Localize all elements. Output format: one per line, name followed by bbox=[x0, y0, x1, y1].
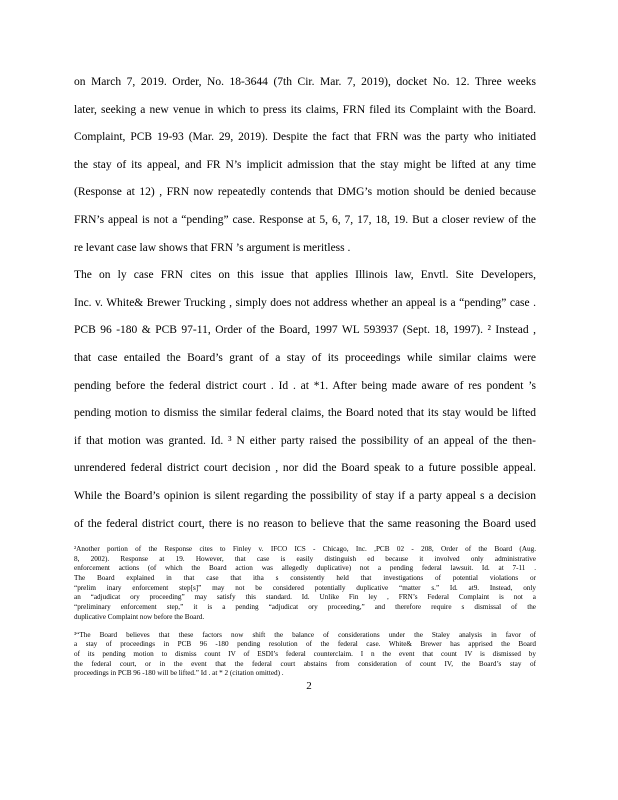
body-line: The on ly case FRN cites on this issue that applies Illinois law, Envtl. Site Developers, bbox=[74, 269, 536, 282]
footnote-line: “preliminary enforcement step,” it is a pending “adjudicat ory proceeding,” and therefore require s dismissal of the bbox=[74, 603, 536, 612]
body-line: re levant case law shows that FRN ’s argument is meritless . bbox=[74, 241, 351, 254]
body-line: on March 7, 2019. Order, No. 18-3644 (7th Cir. Mar. 7, 2019), docket No. 12. Three weeks bbox=[74, 76, 536, 88]
footnotes bbox=[74, 545, 536, 679]
footnote-line: proceedings in PCB 96 -180 will be lifted.” Id . at * 2 (citation omitted) . bbox=[74, 669, 284, 678]
footnote-line: the federal court, or in the event that the federal court abstains from consideration of count IV, the Board’s stay of bbox=[74, 659, 536, 668]
body-line: if that motion was granted. Id. ³ N either party raised the possibility of an appeal of the then- bbox=[74, 434, 536, 447]
body-line: pending before the federal district court . Id . at *1. After being made aware of res pondent ’s bbox=[74, 379, 536, 392]
body-line: (Response at 12) , FRN now repeatedly contends that DMG’s motion should be denied because bbox=[74, 186, 536, 199]
body-line: pending motion to dismiss the similar federal claims, the Board noted that its stay would be lifted bbox=[74, 407, 536, 420]
body-text bbox=[74, 69, 536, 538]
footnote-line: a stay of proceedings in PCB 96 -180 pending resolution of the federal case. White& Brewer has apprised the Board bbox=[74, 640, 536, 649]
body-line: While the Board’s opinion is silent regarding the possibility of stay if a party appeal s a decision bbox=[74, 489, 536, 502]
footnote-line: duplicative Complaint now before the Board. bbox=[74, 612, 205, 621]
footnote-3 bbox=[74, 631, 536, 679]
footnote-line: The Board explained in that case that itha s consistently held that investigations of potential violations or bbox=[74, 574, 536, 583]
body-line: the stay of its appeal, and FR N’s implicit admission that the stay might be lifted at any time bbox=[74, 158, 536, 171]
footnote-line: enforcement actions (of which the Board action was allegedly duplicative) not a pending federal lawsuit. Id. at 7-11 . bbox=[74, 564, 536, 573]
footnote-line: “prelim inary enforcement step[s]” may not be considered potentially duplicative “matter s.” Id. at9. Instead, only bbox=[74, 583, 536, 592]
body-line: of the federal district court, there is no reason to believe that the same reasoning the Board used bbox=[74, 517, 536, 530]
body-line: FRN’s appeal is not a “pending” case. Response at 5, 6, 7, 17, 18, 19. But a closer review of the bbox=[74, 213, 536, 226]
footnote-line: ³“The Board believes that these factors now shift the balance of considerations under the Staley analysis in favor of bbox=[74, 630, 536, 639]
footnote-line: of its pending motion to dismiss count IV of ESDI’s federal counterclaim. I n the event that count IV is dismissed by bbox=[74, 649, 536, 658]
body-line: that case entailed the Board’s grant of a stay of its proceedings while similar claims were bbox=[74, 351, 536, 364]
footnote-2 bbox=[74, 545, 536, 623]
footnote-line: 8, 2002). Response at 19. However, that case is easily distinguish ed because it involved only administrative bbox=[74, 554, 536, 563]
body-line: Inc. v. White& Brewer Trucking , simply does not address whether an appeal is a “pending” case . bbox=[74, 296, 536, 309]
footnote-separator bbox=[74, 623, 536, 631]
body-line: PCB 96 -180 & PCB 97-11, Order of the Board, 1997 WL 593937 (Sept. 18, 1997). ² Instead , bbox=[74, 324, 536, 337]
page-number: 2 bbox=[306, 680, 312, 692]
footnote-line: an “adjudicat ory proceeding” may satisfy this standard. Id. Unlike Fin ley , FRN’s Federal Complaint is not a bbox=[74, 593, 536, 602]
body-line: unrendered federal district court decision , nor did the Board speak to a future possible appeal. bbox=[74, 462, 536, 475]
footnote-line: ²Another portion of the Response cites to Finley v. IFCO ICS - Chicago, Inc. ,PCB 02 - 208, Order of the Board (Aug. bbox=[74, 545, 536, 553]
body-line: Complaint, PCB 19-93 (Mar. 29, 2019). Despite the fact that FRN was the party who initiated bbox=[74, 131, 536, 144]
body-line: later, seeking a new venue in which to press its claims, FRN filed its Complaint with the Board. bbox=[74, 103, 536, 116]
